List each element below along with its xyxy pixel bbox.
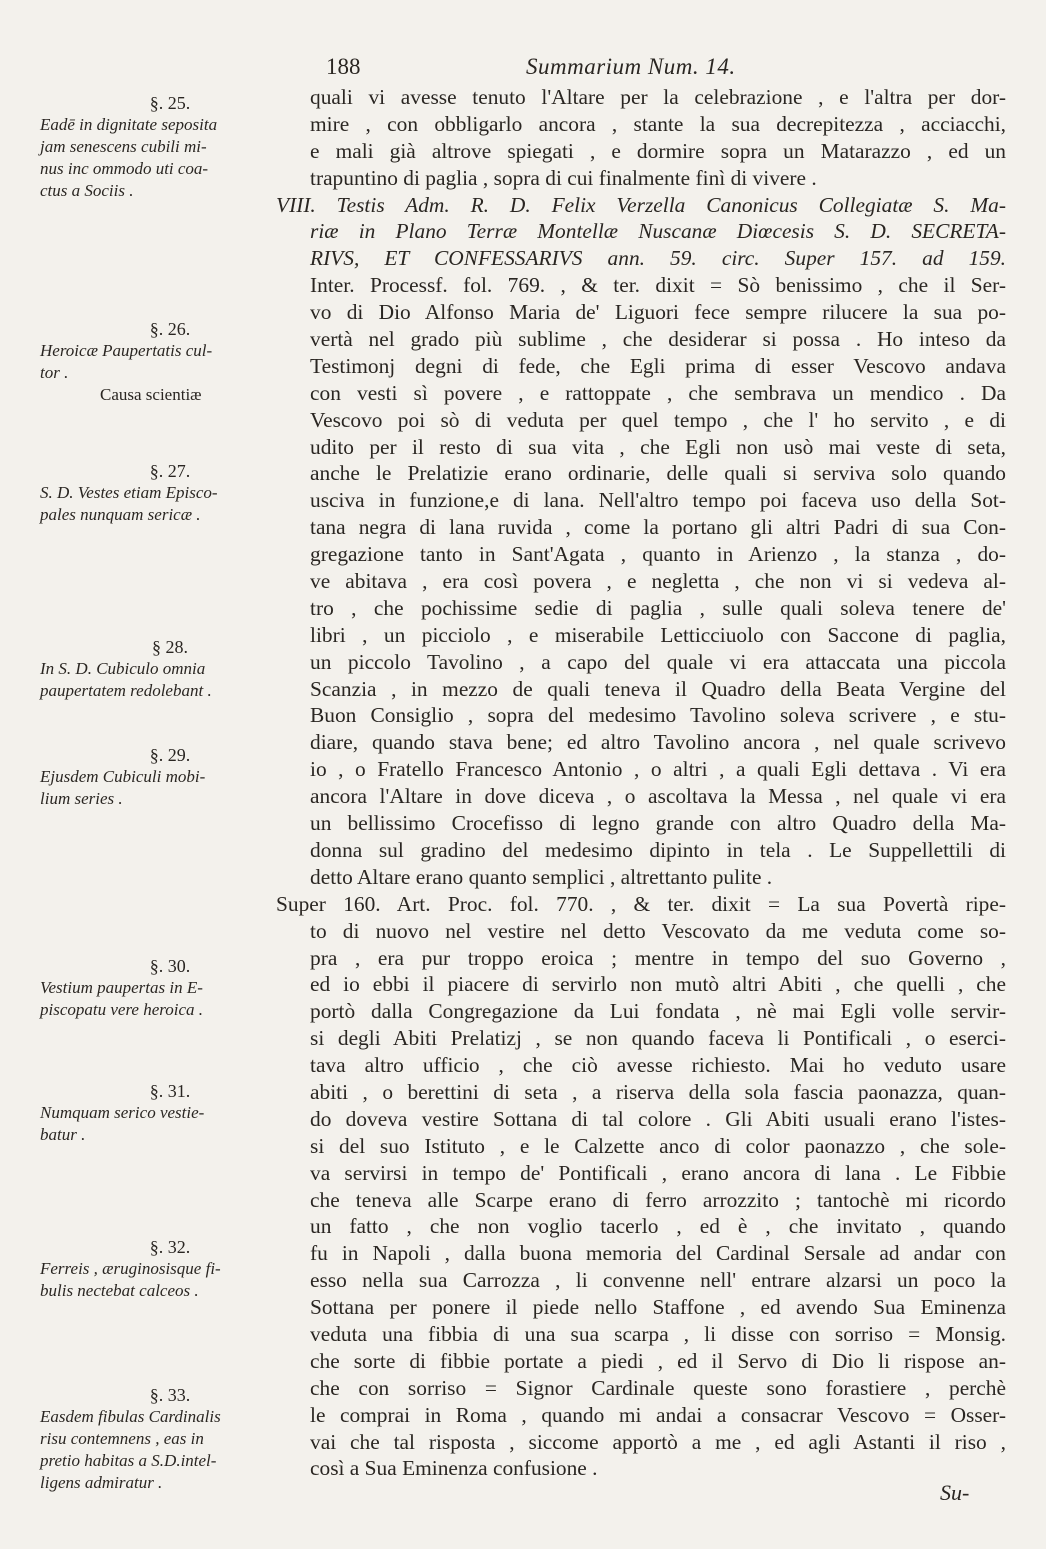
margin-note-line: tor . [40,363,69,382]
margin-note-number: § 28. [152,637,188,657]
margin-note-line: Ejusdem Cubiculi mobi- [40,767,206,786]
margin-note-line: batur . [40,1125,86,1144]
margin-note-line: Numquam serico vestie- [40,1103,205,1122]
text-line: mire , con obbligarlo ancora , stante la sua decrepitezza , acciacchi, [310,111,1006,136]
text-line: esso nella sua Carrozza , li convenne nell' entrare alzarsi un poco la [310,1268,1006,1293]
page-number: 188 [326,54,361,79]
margin-note [40,460,280,526]
margin-note-line: lium series . [40,789,123,808]
text-line: abiti , o berettini di seta , a riserva della sola fascia paonazza, quan- [310,1079,1006,1104]
text-line: fu in Napoli , dalla buona memoria del Cardinal Sersale ad andar con [310,1241,1006,1266]
margin-note-line: paupertatem redolebant . [40,681,212,700]
margin-note-line: ctus a Sociis . [40,181,134,200]
text-line: vo di Dio Alfonso Maria de' Liguori fece sempre rilucere la sua po- [310,300,1006,325]
text-line: io , o Fratello Francesco Antonio , o altri , a quali Egli dettava . Vi era [310,757,1006,782]
text-line: un piccolo Tavolino , a capo del quale vi era attaccata una piccola [310,649,1006,674]
text-line: tava altro ufficio , che ciò avesse richiesto. Mai ho veduto usare [310,1053,1006,1078]
text-line: tana negra di lana ruvida , come la portano gli altri Padri di sua Con- [310,515,1006,540]
margin-note [40,1384,280,1494]
margin-note-line: pretio habitas a S.D.intel- [40,1451,217,1470]
margin-note [40,636,280,702]
text-line: anche le Prelatizie erano ordinarie, delle quali si serviva solo quando [310,461,1006,486]
text-line: quali vi avesse tenuto l'Altare per la celebrazione , e l'altra per dor- [310,85,1006,109]
margin-note-line: risu contemnens , eas in [40,1429,204,1448]
text-line: detto Altare erano quanto semplici , altrettanto pulite . [310,864,773,889]
text-line: to di nuovo nel vestire nel detto Vescovato da me veduta come so- [310,918,1006,943]
text-line: e mali già altrove spiegati , e dormire sopra un Matarazzo , ed un [310,138,1006,163]
text-line: Super 160. Art. Proc. fol. 770. , & ter. dixit = La sua Povertà ripe- [276,891,1006,916]
text-line: do doveva vestire Sottana di tal colore . Gli Abiti usuali erano l'istes- [310,1106,1006,1131]
running-title: Summarium Num. 14. [526,54,736,79]
text-line: vertà nel grado più sublime , che desiderar si possa . Ho inteso da [310,327,1006,352]
margin-note-line: nus inc ommodo uti coa- [40,159,209,178]
margin-note-number: §. 25. [149,93,191,113]
text-line: udito per il resto di sua vita , che Egli non usò mai veste di seta, [310,434,1006,459]
text-line: libri , un picciolo , e miserabile Letticciuolo con Saccone di paglia, [310,622,1006,647]
text-line: un bellissimo Crocefisso di legno grande con altro Quadro della Ma- [310,811,1006,836]
text-line: con vesti sì povere , e rattoppate , che sembrava un mendico . Da [310,380,1006,405]
text-line: che con sorriso = Signor Cardinale queste sono forastiere , perchè [310,1375,1006,1400]
text-line: un fatto , che non voglio tacerlo , ed è , che invitato , quando [310,1214,1006,1239]
margin-note-line: ligens admiratur . [40,1473,163,1492]
margin-note [40,1236,280,1302]
margin-note-number: §. 26. [149,319,191,339]
text-line: che teneva alle Scarpe erano di ferro arrozzito ; tantochè mi ricordo [310,1187,1006,1212]
text-line: usciva in funzione,e di lana. Nell'altro tempo poi faceva uso della Sot- [310,488,1006,513]
text-line: portò dalla Congregazione da Lui fondata , nè mai Egli volle servir- [310,999,1006,1024]
margin-note-number: §. 33. [149,1385,191,1405]
text-line: si degli Abiti Prelatizj , se non quando faceva li Pontificali , o eserci- [310,1026,1006,1051]
margin-note-number: §. 29. [149,745,191,765]
page-header [326,54,966,88]
margin-note-plain: Causa scientiæ [100,385,202,404]
text-line: VIII. Testis Adm. R. D. Felix Verzella Canonicus Collegiatæ S. Ma- [276,192,1006,217]
margin-note-number: §. 31. [149,1081,191,1101]
margin-note-line: jam senescens cubili mi- [40,137,207,156]
text-line: gregazione tanto in Sant'Agata , quanto in Arienzo , la stanza , do- [310,542,1006,567]
margin-note-line: Easdem fibulas Cardinalis [40,1407,221,1426]
text-line: ve abitava , era così povera , e negletta , che non vi si vedeva al- [310,569,1006,594]
text-line: diare, quando stava bene; ed altro Tavolino ancora , nel quale scrivevo [310,730,1006,755]
text-line: trapuntino di paglia , sopra di cui finalmente finì di vivere . [310,165,817,190]
text-line: vai che tal risposta , siccome apportò a me , ed agli Astanti il riso , [310,1429,1006,1454]
margin-note [40,92,280,202]
text-line: va servirsi in tempo de' Pontificali , erano ancora di lana . Le Fibbie [310,1160,1006,1185]
margin-note-line: Vestium paupertas in E- [40,978,203,997]
text-line: veduta una fibbia di una sua scarpa , li disse con sorriso = Monsig. [310,1321,1006,1346]
text-line: così a Sua Eminenza confusione . [310,1456,598,1481]
margin-note-number: §. 30. [149,956,191,976]
text-line: tro , che pochissime sedie di paglia , sulle quali soleva tenere de' [310,595,1006,620]
text-line: pra , era pur troppo eroica ; mentre in tempo del suo Governo , [310,945,1006,970]
margin-note-line: bulis nectebat calceos . [40,1281,199,1300]
text-line: Inter. Processf. fol. 769. , & ter. dixit = Sò benissimo , che il Ser- [310,273,1006,298]
margin-note-line: Ferreis , æruginosisque fi- [40,1259,221,1278]
text-line: Buon Consiglio , sopra del medesimo Tavolino soleva scrivere , e stu- [310,703,1006,728]
margin-note-line: S. D. Vestes etiam Episco- [40,483,218,502]
text-line: Sottana per ponere il piede nello Staffone , ed avendo Sua Eminenza [310,1295,1006,1320]
margin-note [40,1080,280,1146]
text-line: donna sul gradino del medesimo dipinto in tela . Le Suppellettili di [310,837,1006,862]
text-line: Scanzia , in mezzo de quali teneva il Quadro della Beata Vergine del [310,676,1006,701]
main-text [276,84,1006,1482]
margin-note [40,955,280,1021]
text-line: le comprai in Roma , quando mi andai a consacrar Vescovo = Osser- [310,1402,1006,1427]
margin-note-line: piscopatu vere heroica . [40,1000,204,1019]
text-line: ed io ebbi il piacere di servirlo non mutò altri Abiti , che quelli , che [310,972,1006,997]
margin-note [40,318,280,406]
margin-note-line: pales nunquam sericæ . [40,505,201,524]
margin-note-number: §. 27. [149,461,191,481]
text-line: ancora l'Altare in dove diceva , o ascoltava la Messa , nel quale vi era [310,784,1006,809]
margin-note-number: §. 32. [149,1237,191,1257]
text-line: Testimonj degni di fede, che Egli prima di esser Vescovo andava [310,353,1006,378]
catchword: Su- [940,1480,970,1505]
margin-note-line: In S. D. Cubiculo omnia [40,659,206,678]
margin-note-line: Heroicæ Paupertatis cul- [40,341,213,360]
margin-note-line: Eadē in dignitate seposita [40,115,218,134]
text-line: che sorte di fibbie portate a piedi , ed il Servo di Dio li rispose an- [310,1348,1006,1373]
text-line: Vescovo poi sò di veduta per quel tempo , che l' ho servito , e di [310,407,1006,432]
text-line: RIVS, ET CONFESSARIVS ann. 59. circ. Super 157. ad 159. [310,246,1006,271]
text-line: riæ in Plano Terræ Montellæ Nuscanæ Diœcesis S. D. SECRETA- [310,219,1006,244]
text-line: si del suo Istituto , e le Calzette anco di color paonazzo , che sole- [310,1133,1006,1158]
margin-note [40,744,280,810]
